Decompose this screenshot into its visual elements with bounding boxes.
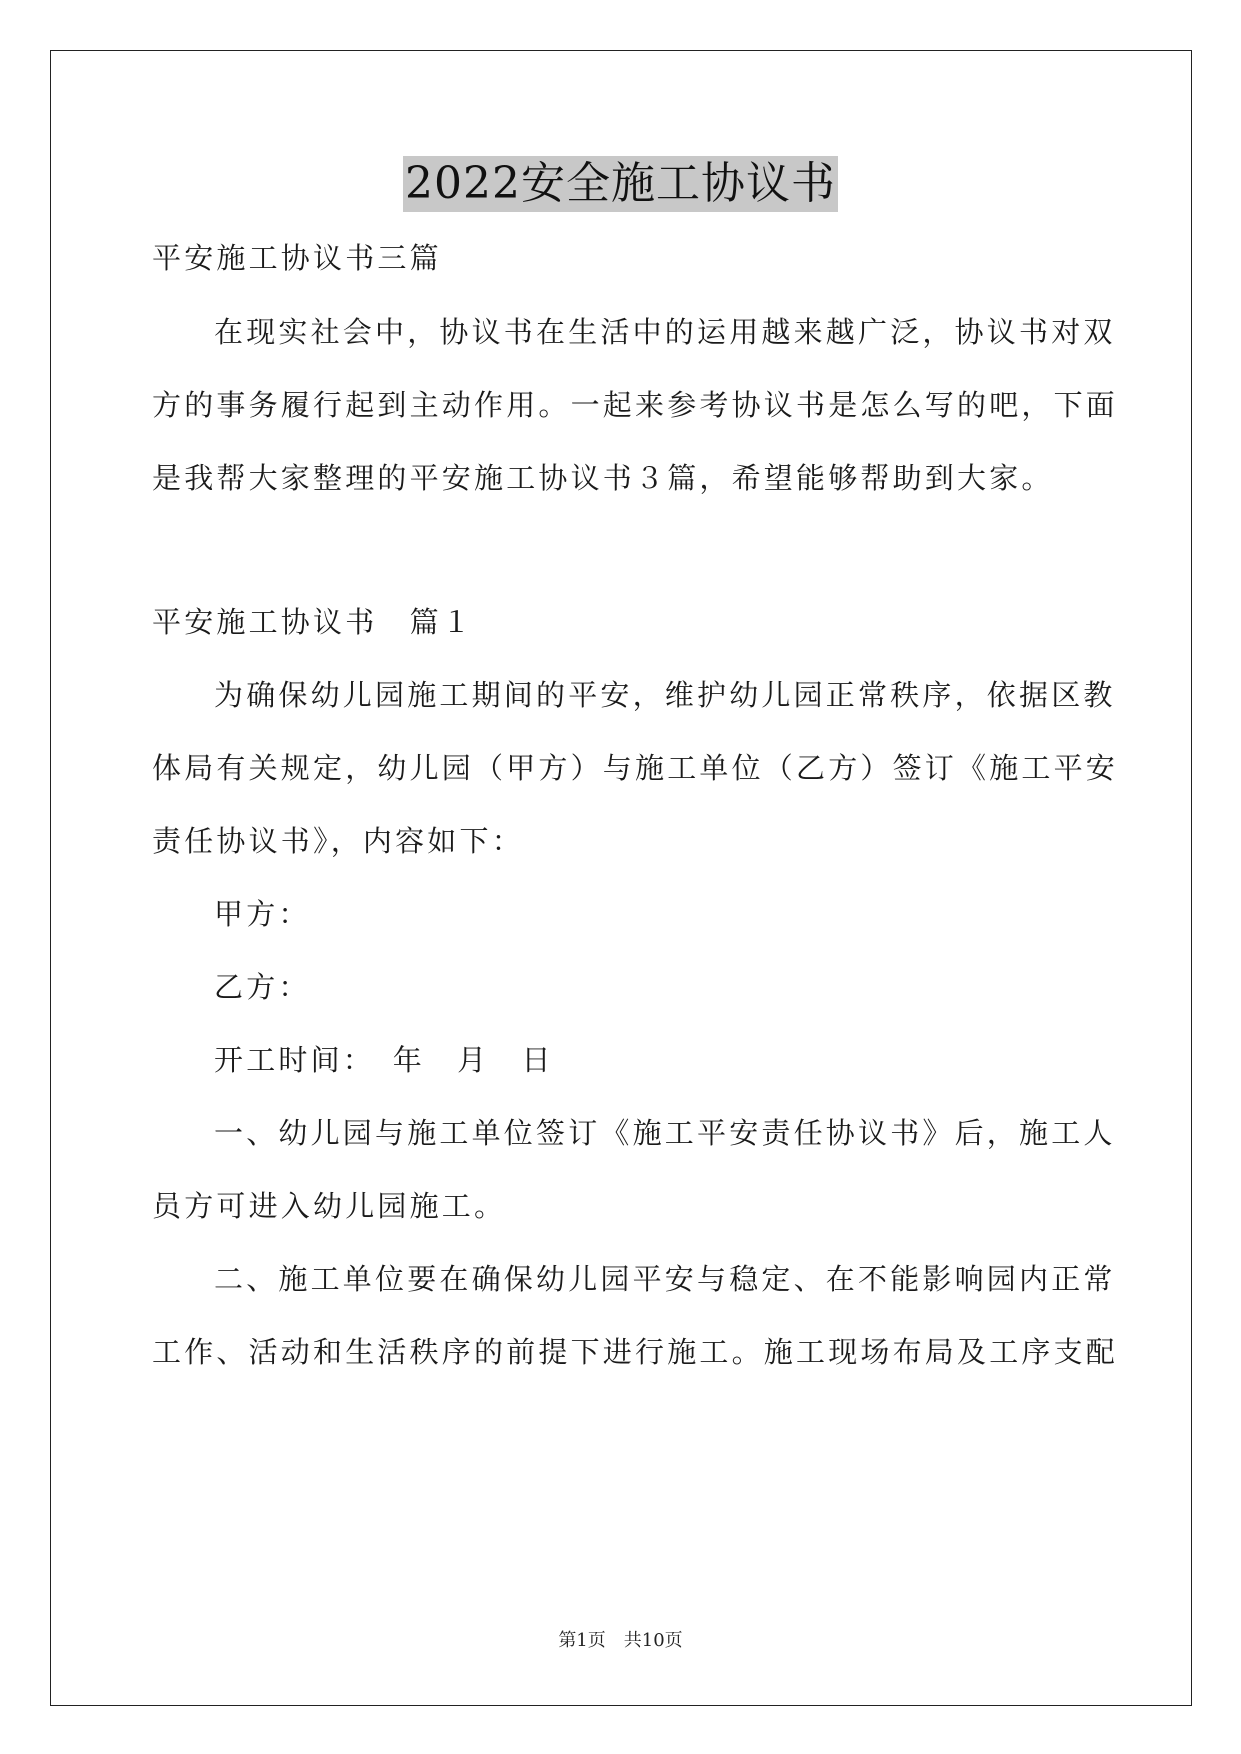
clause-one-line: 员方可进入幼儿园施工。 bbox=[152, 1189, 507, 1223]
paragraph-line: 在现实社会中，协议书在生活中的运用越来越广泛，协议书对双 bbox=[214, 315, 1116, 349]
page-footer: 第1页 共10页 bbox=[558, 1630, 683, 1651]
page-border bbox=[50, 50, 1192, 1706]
clause-two-line: 工作、活动和生活秩序的前提下进行施工。施工现场布局及工序支配 bbox=[152, 1335, 1119, 1369]
document-title: 2022安全施工协议书 bbox=[403, 156, 838, 212]
paragraph-line: 方的事务履行起到主动作用。一起来参考协议书是怎么写的吧，下面 bbox=[152, 388, 1119, 422]
paragraph-line: 为确保幼儿园施工期间的平安，维护幼儿园正常秩序，依据区教 bbox=[214, 678, 1116, 712]
paragraph-line: 体局有关规定，幼儿园（甲方）与施工单位（乙方）签订《施工平安 bbox=[152, 751, 1119, 785]
section-heading: 平安施工协议书 篇１ bbox=[152, 605, 475, 639]
paragraph-line: 是我帮大家整理的平安施工协议书３篇，希望能够帮助到大家。 bbox=[152, 461, 1054, 495]
clause-one-line: 一、幼儿园与施工单位签订《施工平安责任协议书》后，施工人 bbox=[214, 1116, 1116, 1150]
party-b-line: 乙方： bbox=[214, 970, 311, 1004]
clause-two-line: 二、施工单位要在确保幼儿园平安与稳定、在不能影响园内正常 bbox=[214, 1262, 1116, 1296]
start-date-line: 开工时间： 年 月 日 bbox=[214, 1043, 554, 1077]
party-a-line: 甲方： bbox=[214, 897, 311, 931]
subtitle-line: 平安施工协议书三篇 bbox=[152, 241, 442, 275]
paragraph-line: 责任协议书》，内容如下： bbox=[152, 824, 524, 858]
title-container bbox=[0, 156, 1241, 212]
